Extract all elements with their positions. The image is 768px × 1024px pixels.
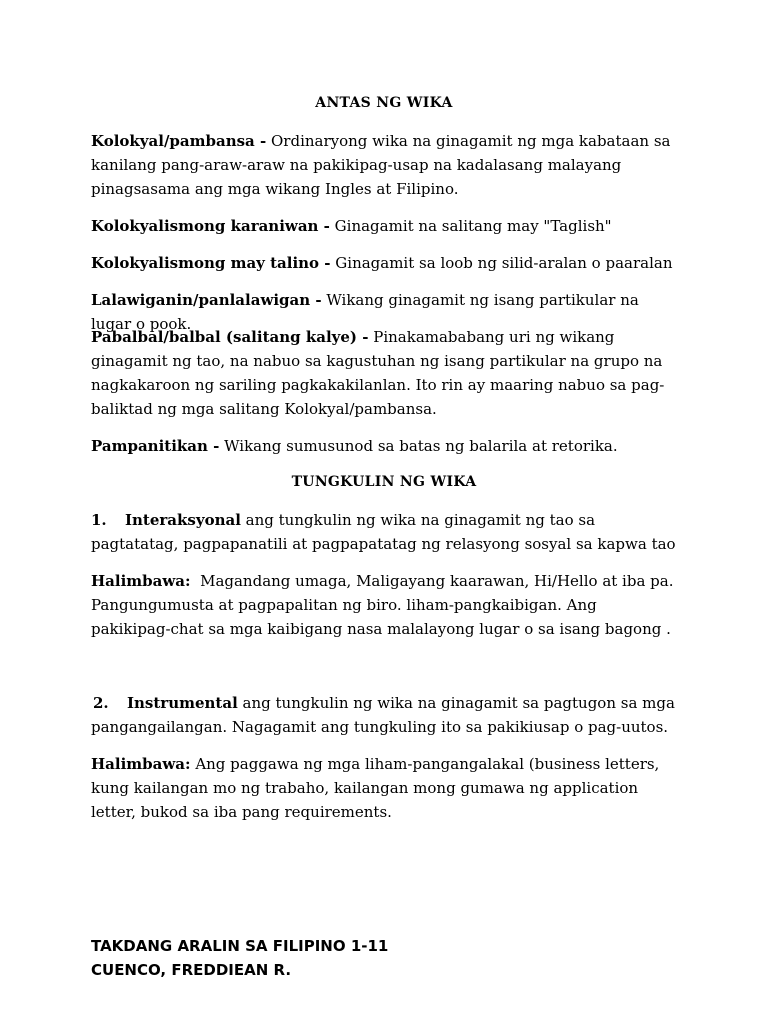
term-label: Instrumental bbox=[127, 694, 238, 712]
item-number: 2. bbox=[93, 694, 109, 712]
footer-student-name: CUENCO, FREDDIEAN R. bbox=[91, 961, 292, 979]
example-text: Ang paggawa ng mga liham-pangangalakal (business letters, kung kailangan mo ng trabaho, kailangan mong gumawa ng application letter, bukod sa iba pang requirements. bbox=[91, 755, 660, 821]
term-label: Kolokyalismong may talino - bbox=[91, 254, 331, 272]
term-definition: ang tungkulin ng wika na ginagamit ng tao sa pagtatatag, pagpapanatili at pagpapatatag ng relasyong sosyal sa kapwa tao bbox=[91, 511, 676, 553]
tungkulin-item-interaksyonal bbox=[91, 508, 681, 556]
example-label: Halimbawa: bbox=[91, 755, 191, 773]
example-text: Magandang umaga, Maligayang kaarawan, Hi/Hello at iba pa. Pangungumusta at pagpapalitan ng biro. liham-pangkaibigan. Ang pakikipag-chat sa mga kaibigang nasa malalayong lugar o sa isang bagong . bbox=[91, 572, 679, 638]
section-title-antas: ANTAS NG WIKA bbox=[315, 95, 453, 111]
item-number: 1. bbox=[91, 511, 107, 529]
term-definition: Ordinaryong wika na ginagamit ng mga kabataan sa kanilang pang-araw-araw na pakikipag-usap na kadalasang malayang pinagsasama ang mga wikang Ingles at Filipino. bbox=[91, 132, 671, 198]
tungkulin-item-instrumental bbox=[91, 691, 681, 739]
term-label: Interaksyonal bbox=[125, 511, 241, 529]
antas-item-pampanitikan bbox=[91, 434, 681, 458]
term-definition: Wikang sumusunod sa batas ng balarila at retorika. bbox=[219, 437, 618, 455]
antas-item-may-talino bbox=[91, 251, 681, 275]
term-label: Kolokyal/pambansa - bbox=[91, 132, 267, 150]
term-label: Lalawiganin/panlalawigan - bbox=[91, 291, 322, 309]
term-label: Pabalbal/balbal (salitang kalye) - bbox=[91, 328, 369, 346]
term-definition: Pinakamababang uri ng wikang ginagamit ng tao, na nabuo sa kagustuhan ng isang partikular na grupo na nagkakaroon ng sariling pagkakakilanlan. Ito rin ay maaring nabuo sa pag-baliktad ng mga salitang Kolokyal/pambansa. bbox=[91, 328, 665, 418]
footer-course: TAKDANG ARALIN SA FILIPINO 1-11 bbox=[91, 937, 389, 955]
example-label: Halimbawa: bbox=[91, 572, 191, 590]
term-definition: ang tungkulin ng wika na ginagamit sa pagtugon sa mga pangangailangan. Nagagamit ang tungkuling ito sa pakikiusap o pag-uutos. bbox=[91, 694, 675, 736]
term-definition: Wikang ginagamit ng isang partikular na lugar o pook. bbox=[91, 291, 639, 333]
antas-item-kolokyal bbox=[91, 129, 681, 201]
example-interaksyonal bbox=[91, 569, 681, 641]
antas-item-balbal bbox=[91, 325, 681, 421]
term-label: Pampanitikan - bbox=[91, 437, 220, 455]
antas-item-karaniwan bbox=[91, 214, 681, 238]
example-instrumental bbox=[91, 752, 681, 824]
section-title-tungkulin: TUNGKULIN NG WIKA bbox=[291, 474, 477, 490]
term-definition: Ginagamit na salitang may "Taglish" bbox=[329, 217, 612, 235]
term-definition: Ginagamit sa loob ng silid-aralan o paaralan bbox=[330, 254, 673, 272]
term-label: Kolokyalismong karaniwan - bbox=[91, 217, 330, 235]
